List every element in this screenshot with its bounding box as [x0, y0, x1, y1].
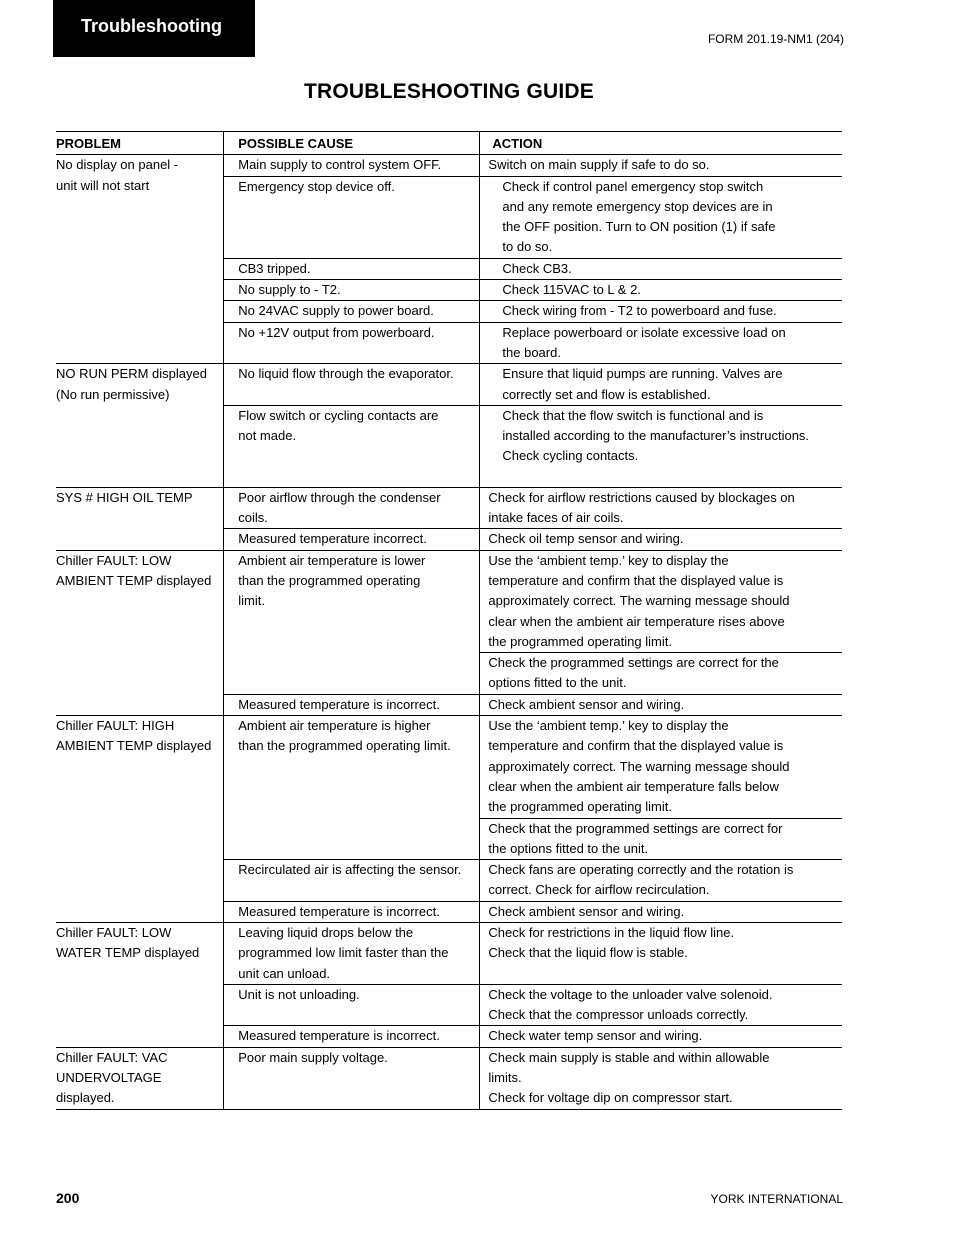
problem-cell — [56, 487, 224, 550]
action-cell — [480, 716, 842, 818]
problem-text: UNDERVOLTAGE — [56, 1070, 162, 1086]
problem-text: No display on panel - — [56, 157, 179, 173]
action-text: correctly set and flow is established. — [502, 386, 711, 402]
table-body — [56, 155, 842, 1109]
action-text: Check ambient sensor and wiring. — [488, 696, 685, 712]
action-text: Check that the programmed settings are correct for — [488, 820, 783, 836]
page-title — [0, 80, 954, 104]
action-text: limits. — [488, 1070, 522, 1086]
cause-text: Leaving liquid drops below the — [238, 924, 414, 940]
action-text: installed according to the manufacturer’s instructions. — [502, 428, 810, 444]
troubleshooting-table — [56, 131, 842, 1110]
form-number: FORM 201.19-NM1 (204) — [707, 32, 844, 46]
problem-cell — [56, 1047, 224, 1109]
cause-cell — [224, 1047, 480, 1109]
cause-text: Poor main supply voltage. — [238, 1049, 388, 1065]
cause-cell — [224, 716, 480, 860]
action-text: Check wiring from - T2 to powerboard and fuse. — [502, 303, 777, 319]
cause-cell — [224, 694, 480, 715]
cause-cell — [224, 301, 480, 322]
action-text: Check oil temp sensor and wiring. — [488, 531, 684, 547]
problem-text: displayed. — [56, 1090, 115, 1106]
action-text: Check fans are operating correctly and the rotation is — [488, 862, 794, 878]
action-text: Check ambient sensor and wiring. — [488, 903, 685, 919]
table-row — [56, 716, 842, 818]
cause-cell — [224, 280, 480, 301]
action-cell — [480, 487, 842, 529]
problem-text: NO RUN PERM displayed — [56, 366, 207, 382]
cause-cell — [224, 405, 480, 487]
action-text: Check that the liquid flow is stable. — [488, 945, 688, 961]
action-text: the programmed operating limit. — [488, 633, 672, 649]
action-text: Check main supply is stable and within allowable — [488, 1049, 770, 1065]
cause-cell — [224, 529, 480, 550]
action-text: temperature and confirm that the displayed value is — [488, 572, 784, 588]
cause-cell — [224, 364, 480, 406]
table-header-row — [56, 132, 842, 155]
column-header-cause: POSSIBLE CAUSE — [224, 132, 480, 155]
problem-cell — [56, 922, 224, 1047]
cause-cell — [224, 1026, 480, 1047]
action-cell — [480, 155, 842, 176]
cause-cell — [224, 176, 480, 258]
problem-text: WATER TEMP displayed — [56, 945, 200, 961]
cause-text: Measured temperature is incorrect. — [238, 903, 440, 919]
action-cell — [480, 550, 842, 652]
table-row — [56, 155, 842, 176]
action-text: the board. — [502, 344, 561, 360]
action-cell — [480, 364, 842, 406]
action-cell — [480, 901, 842, 922]
action-cell — [480, 922, 842, 984]
action-text: Check for airflow restrictions caused by blockages on — [488, 489, 795, 505]
cause-text: No 24VAC supply to power board. — [238, 303, 434, 319]
problem-text: Chiller FAULT: LOW — [56, 924, 172, 940]
action-text: temperature and confirm that the displayed value is — [488, 738, 784, 754]
cause-text: CB3 tripped. — [238, 260, 311, 276]
table-row — [56, 550, 842, 652]
problem-text: Chiller FAULT: LOW — [56, 552, 172, 568]
cause-cell — [224, 322, 480, 364]
cause-text: Measured temperature is incorrect. — [238, 1028, 440, 1044]
action-cell — [480, 529, 842, 550]
action-cell — [480, 301, 842, 322]
action-cell — [480, 258, 842, 279]
action-text: Use the ‘ambient temp.’ key to display the — [488, 552, 729, 568]
footer-company: YORK INTERNATIONAL — [710, 1192, 843, 1206]
problem-cell — [56, 155, 224, 364]
cause-text: limit. — [238, 593, 265, 609]
cause-text: No +12V output from powerboard. — [238, 324, 435, 340]
action-text: the programmed operating limit. — [488, 799, 672, 815]
action-text: intake faces of air coils. — [488, 510, 624, 526]
action-text: correct. Check for airflow recirculation. — [488, 882, 710, 898]
problem-text: Chiller FAULT: HIGH — [56, 718, 175, 734]
action-cell — [480, 984, 842, 1026]
action-text: Check 115VAC to L & 2. — [502, 282, 641, 298]
cause-cell — [224, 550, 480, 694]
action-text: the options fitted to the unit. — [488, 840, 649, 856]
problem-text: unit will not start — [56, 177, 150, 193]
action-cell — [480, 653, 842, 695]
action-cell — [480, 280, 842, 301]
cause-text: programmed low limit faster than the — [238, 945, 449, 961]
action-text: Check water temp sensor and wiring. — [488, 1028, 703, 1044]
action-text: Check cycling contacts. — [502, 448, 639, 464]
cause-text: not made. — [238, 428, 297, 444]
action-text: approximately correct. The warning message should — [488, 758, 790, 774]
cause-text: Measured temperature incorrect. — [238, 531, 427, 547]
cause-text: unit can unload. — [238, 965, 331, 981]
cause-text: Poor airflow through the condenser — [238, 489, 441, 505]
cause-text: No liquid flow through the evaporator. — [238, 366, 454, 382]
cause-cell — [224, 922, 480, 984]
problem-text: AMBIENT TEMP displayed — [56, 738, 212, 754]
action-text: Switch on main supply if safe to do so. — [488, 157, 710, 173]
cause-text: Ambient air temperature is higher — [238, 718, 431, 734]
action-text: Ensure that liquid pumps are running. Valves are — [502, 366, 783, 382]
action-cell — [480, 405, 842, 487]
action-text: Use the ‘ambient temp.’ key to display the — [488, 718, 729, 734]
table-row — [56, 487, 842, 529]
problem-cell — [56, 550, 224, 715]
action-cell — [480, 694, 842, 715]
action-text: Check the programmed settings are correct for the — [488, 655, 779, 671]
action-text: to do so. — [502, 239, 553, 255]
action-cell — [480, 322, 842, 364]
action-text: clear when the ambient air temperature falls below — [488, 778, 779, 794]
section-tab: Troubleshooting — [53, 0, 255, 57]
problem-text: AMBIENT TEMP displayed — [56, 572, 212, 588]
action-text: approximately correct. The warning message should — [488, 593, 790, 609]
problem-cell — [56, 364, 224, 487]
problem-text: SYS # HIGH OIL TEMP — [56, 489, 193, 505]
table-row — [56, 922, 842, 984]
cause-cell — [224, 984, 480, 1026]
table-row — [56, 364, 842, 406]
action-text: the OFF position. Turn to ON position (1) if safe — [502, 219, 776, 235]
action-cell — [480, 860, 842, 902]
action-text: Check if control panel emergency stop switch — [502, 178, 764, 194]
cause-text: coils. — [238, 510, 268, 526]
action-cell — [480, 818, 842, 860]
action-text: Check for restrictions in the liquid flow line. — [488, 924, 735, 940]
problem-text: (No run permissive) — [56, 386, 170, 402]
cause-text: Emergency stop device off. — [238, 178, 395, 194]
action-text: Replace powerboard or isolate excessive load on — [502, 324, 786, 340]
action-cell — [480, 176, 842, 258]
cause-text: Main supply to control system OFF. — [238, 157, 442, 173]
cause-text: Flow switch or cycling contacts are — [238, 407, 439, 423]
action-cell — [480, 1047, 842, 1109]
cause-cell — [224, 258, 480, 279]
action-text: clear when the ambient air temperature rises above — [488, 613, 785, 629]
column-header-action: ACTION — [480, 132, 842, 155]
problem-cell — [56, 716, 224, 923]
action-text: Check that the compressor unloads correctly. — [488, 1007, 749, 1023]
cause-text: Unit is not unloading. — [238, 986, 360, 1002]
page-number: 200 — [56, 1190, 80, 1206]
action-cell — [480, 1026, 842, 1047]
cause-cell — [224, 901, 480, 922]
action-text: Check that the flow switch is functional and is — [502, 407, 764, 423]
cause-text: Recirculated air is affecting the sensor. — [238, 862, 462, 878]
problem-text: Chiller FAULT: VAC — [56, 1049, 168, 1065]
cause-text: No supply to - T2. — [238, 282, 341, 298]
table-row — [56, 1047, 842, 1109]
action-text: Check for voltage dip on compressor start. — [488, 1090, 733, 1106]
column-header-problem: PROBLEM — [56, 132, 224, 155]
page-title-text: TROUBLESHOOTING GUIDE — [303, 80, 595, 103]
cause-cell — [224, 487, 480, 529]
cause-text: than the programmed operating — [238, 572, 421, 588]
cause-cell — [224, 860, 480, 902]
action-text: options fitted to the unit. — [488, 675, 627, 691]
cause-cell — [224, 155, 480, 176]
cause-text: Measured temperature is incorrect. — [238, 696, 440, 712]
action-text: Check the voltage to the unloader valve solenoid. — [488, 986, 773, 1002]
cause-text: than the programmed operating limit. — [238, 738, 451, 754]
action-text: and any remote emergency stop devices are in — [502, 198, 773, 214]
cause-text: Ambient air temperature is lower — [238, 552, 426, 568]
action-text: Check CB3. — [502, 260, 572, 276]
